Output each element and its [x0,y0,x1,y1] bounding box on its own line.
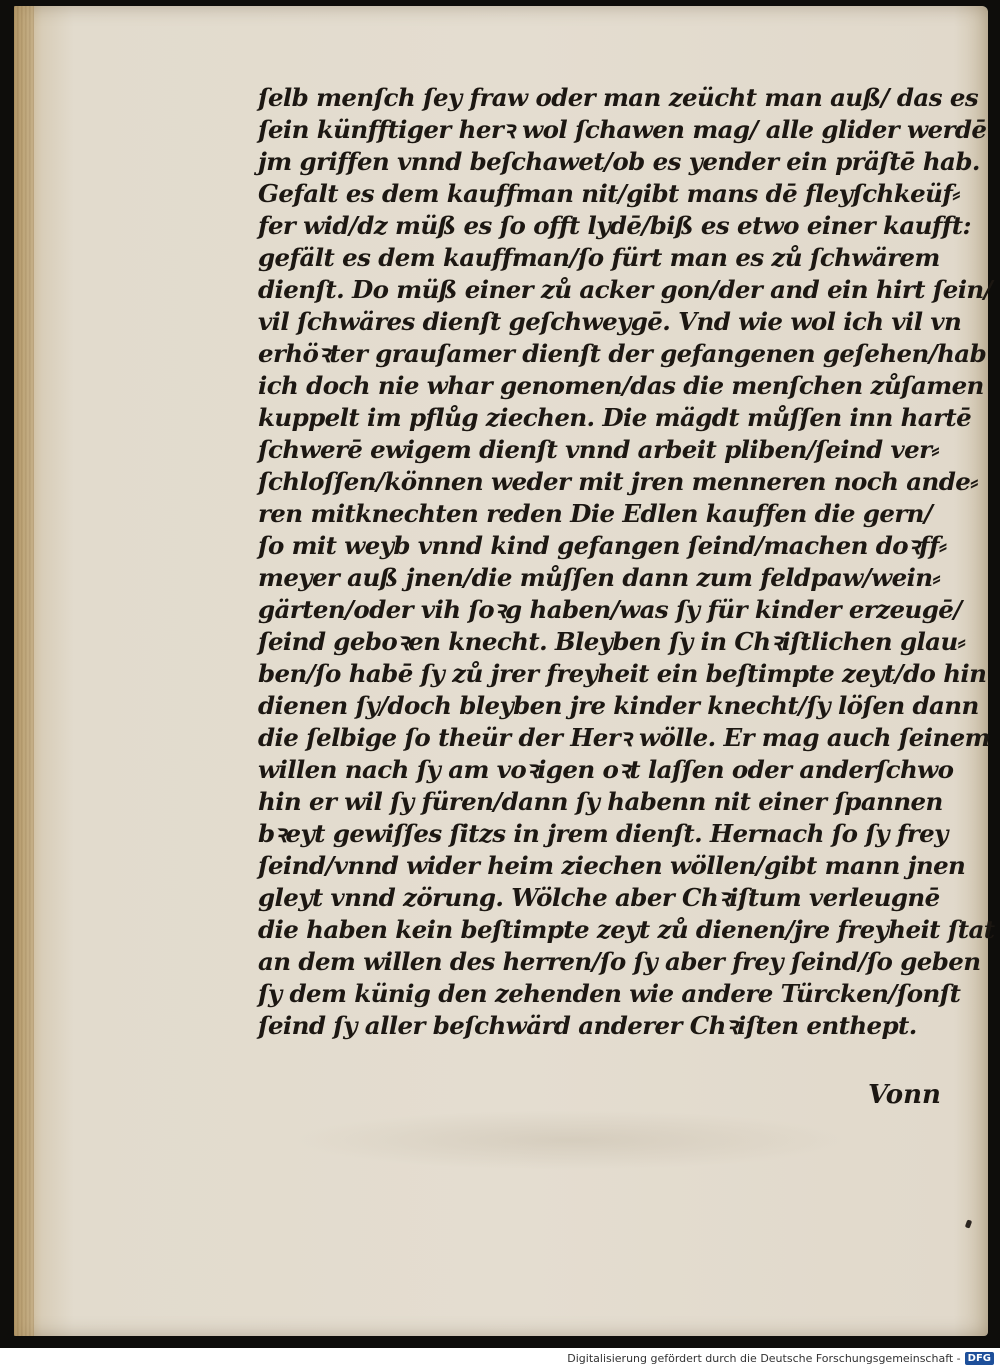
text-line: Gefalt es dem kauffman nit/gibt mans dē fleyſchkeüf⸗ [258,179,960,208]
text-line: gefält es dem kauffman/ſo fürt man es zů ſchwärem [258,243,940,272]
page-gutter-edge [14,6,34,1336]
text-line: willen nach ſy am voꝛigen oꝛt laſſen oder anderſchwo [258,755,954,784]
text-line: bꝛeyt gewiſſes ſitzs in jrem dienſt. Hernach ſo ſy frey [258,819,948,848]
text-line: ich doch nie whar genomen/das die menſchen zůſamen [258,371,984,400]
text-line: meyer auß jnen/die můſſen dann zum feldpaw/wein⸗ [258,563,941,592]
digitization-credit [567,1352,994,1365]
text-line: an dem willen des herren/ſo ſy aber frey ſeind/ſo geben [258,947,981,976]
text-line: ſchwerē ewigem dienſt vnnd arbeit pliben/ſeind ver⸗ [258,435,939,464]
page-text-block [258,82,995,1042]
text-line: die ſelbige ſo theür der Herꝛ wölle. Er mag auch ſeinem [258,723,990,752]
text-line: ſeind/vnnd wider heim ziechen wöllen/gibt mann jnen [258,851,966,880]
text-line: fer wid/dz müß es ſo offt lydē/biß es etwo einer kaufft: [258,211,971,240]
text-line: dienen ſy/doch bleyben jre kinder knecht/ſy löſen dann [258,691,979,720]
text-line: ren mitknechten reden Die Edlen kauffen die gern/ [258,499,933,528]
text-line: ſchloſſen/können weder mit jren menneren noch ande⸗ [258,467,978,496]
text-line: ſo mit weyb vnnd kind gefangen ſeind/machen doꝛff⸗ [258,531,947,560]
text-line: vil ſchwäres dienſt geſchweygē. Vnd wie wol ich vil vn [258,307,962,336]
text-line: gärten/oder vih ſoꝛg haben/was ſy für kinder erzeugē/ [258,595,962,624]
text-line: dienſt. Do müß einer zů acker gon/der and ein hirt ſein/ [258,275,992,304]
text-line: hin er wil ſy füren/dann ſy habenn nit einer ſpannen [258,787,943,816]
text-line: erhöꝛter grauſamer dienſt der gefangenen geſehen/hab [258,339,987,368]
dfg-logo: DFG [965,1352,994,1365]
text-line: die haben kein beſtimpte zeyt zů dienen/jre freyheit ſtat [258,915,995,944]
ink-bleed-through [290,1110,850,1170]
text-line: ſeind geboꝛen knecht. Bleyben ſy in Chꝛiſtlichen glau⸗ [258,627,966,656]
text-line: jm griffen vnnd beſchawet/ob es yender ein präſtē hab. [258,147,980,176]
text-line: ſein künfftiger herꝛ wol ſchawen mag/ alle glider werdē [258,115,987,144]
credit-text: Digitalisierung gefördert durch die Deutsche Forschungsgemeinschaft - [567,1352,961,1365]
text-line: ben/ſo habē ſy zů jrer freyheit ein beſtimpte zeyt/do hin [258,659,987,688]
text-line: ſeind ſy aller beſchwärd anderer Chꝛiſten enthept. [258,1011,917,1040]
text-line: gleyt vnnd zörung. Wölche aber Chꝛiſtum verleugnē [258,883,940,912]
text-line: kuppelt im pflůg ziechen. Die mägdt můſſen inn hartē [258,403,972,432]
text-line: ſelb menſch ſey fraw oder man zeücht man auß/ das es [258,83,979,112]
catchword: Vonn [868,1080,941,1110]
text-line: ſy dem künig den zehenden wie andere Türcken/ſonſt [258,979,961,1008]
